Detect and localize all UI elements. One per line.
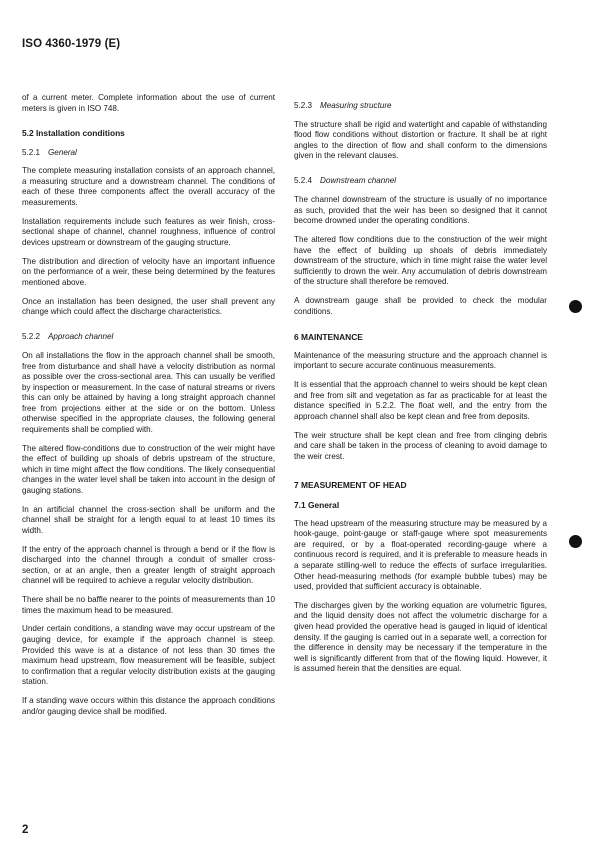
intro-paragraph: of a current meter. Complete information about the use of current meters is given in ISO 748. <box>22 93 275 113</box>
document-header: ISO 4360-1979 (E) <box>22 38 121 50</box>
paragraph: Once an installation has been designed, the user shall prevent any change which could affect the discharge characteristics. <box>22 296 275 317</box>
section-6-heading: 6 MAINTENANCE <box>294 331 363 342</box>
paragraph: A downstream gauge shall be provided to check the modular conditions. <box>294 296 547 316</box>
paragraph: If the entry of the approach channel is through a bend or if the flow is discharged into the channel through a conduit of smaller cross-section, or at an angle, then a greater length of straight approach channel will be required to achieve a regular velocity distribution. <box>22 544 275 586</box>
paragraph: The altered flow conditions due to the construction of the weir might have the effect of building up shoals of debris immediately downstream of the structure, which in time might raise the water level sufficiently to drown the weir. Any accumulation of debris downstream of the structure shall therefore be removed. <box>294 235 547 287</box>
section-7-1-heading: 7.1 General <box>294 499 340 510</box>
paragraph: The complete measuring installation consists of an approach channel, a measuring structure and a downstream channel. The conditions of each of these three components affect the overall accuracy of the measurements. <box>22 166 275 208</box>
change-marker-dot <box>569 300 582 313</box>
section-5-2-heading: 5.2 Installation conditions <box>22 128 125 139</box>
section-title: General <box>48 147 77 157</box>
paragraph: The weir structure shall be kept clean and free from clinging debris and care shall be taken in the process of cleaning to avoid damage to the weir crest. <box>294 430 547 461</box>
section-title: Approach channel <box>48 332 114 342</box>
section-number: 5.2.2 <box>22 332 41 342</box>
section-number: 5.2.4 <box>294 176 313 186</box>
paragraph: Installation requirements include such features as weir finish, cross-sectional shape of channel, channel roughness, influence of control devices upstream or downstream of the gauging structure. <box>22 216 275 247</box>
left-column <box>22 93 275 725</box>
paragraph: The discharges given by the working equation are volumetric figures, and the liquid density does not affect the volumetric discharge for a given head provided the operative head is gauged in liquid of identical density. If the gauging is carried out in a separate well, a correction for the difference in density may be necessary if the temperature in the well is significantly different from that of the flowing liquid. However, it is assumed herein that the densities are equal. <box>294 600 547 674</box>
page-number: 2 <box>22 824 29 836</box>
section-number: 5.2.3 <box>294 101 313 110</box>
section-5-2-2-heading <box>22 332 275 343</box>
section-title: Downstream channel <box>320 176 397 186</box>
section-5-2-1-heading <box>22 148 275 159</box>
paragraph: The structure shall be rigid and watertight and capable of withstanding flood flow conditions without distortion or fracture. It shall be at right angles to the direction of flow and shall conform to the dimensions given in the relevant clauses. <box>294 119 547 161</box>
section-7-heading: 7 MEASUREMENT OF HEAD <box>294 480 407 491</box>
paragraph: It is essential that the approach channel to weirs should be kept clean and free from silt and vegetation as far as practicable for at least the distance specified in 5.2.2. The float well, and the entry from the approach channel shall also be kept clean and free from deposits. <box>294 380 547 421</box>
paragraph: The channel downstream of the structure is usually of no importance as such, provided that the weir has been so designed that it cannot become drowned under the operating conditions. <box>294 195 547 226</box>
paragraph: On all installations the flow in the approach channel shall be smooth, free from disturbance and shall have a velocity distribution as normal as possible over the cross-sectional area. This can usually be verified by inspection or measurement. In the case of natural streams or rivers this can only be attained by having a long straight approach channel free from projections either at the side or on the bottom. Unless otherwise specified in the appropriate clauses, the following general requirements shall be complied with. <box>22 350 275 434</box>
paragraph: The head upstream of the measuring structure may be measured by a hook-gauge, point-gauge or staff-gauge where spot measurements are required, or by a float-operated recording-gauge where a continuous record is required, and it is preferable to measure heads in a separate stilling-well to reduce the effects of surface irregularities. Other head-measuring methods (for example bubble tubes) may be used, provided that sufficient accuracy is obtainable. <box>294 518 547 592</box>
paragraph: If a standing wave occurs within this distance the approach conditions and/or gauging device shall be modified. <box>22 696 275 716</box>
section-number: 5.2.1 <box>22 147 41 157</box>
change-marker-dot <box>569 535 582 548</box>
section-5-2-3-heading <box>294 101 547 112</box>
paragraph: Under certain conditions, a standing wave may occur upstream of the gauging device, for example if the approach channel is steep. Provided this wave is at a distance of not less than 30 times the maximum head upstream, flow measurement will be feasible, subject to confirmation that a regular velocity distribution exists at the gauging station. <box>22 624 275 687</box>
paragraph: The distribution and direction of velocity have an important influence on the performance of a weir, these being determined by the features mentioned above. <box>22 256 275 287</box>
paragraph: Maintenance of the measuring structure and the approach channel is important to secure accurate continuous measurements. <box>294 350 547 371</box>
paragraph: In an artificial channel the cross-section shall be uniform and the channel shall be straight for a length equal to at least 10 times its width. <box>22 504 275 535</box>
paragraph: There shall be no baffle nearer to the points of measurements than 10 times the maximum head to be measured. <box>22 595 275 615</box>
section-5-2-4-heading <box>294 176 547 187</box>
right-column <box>294 101 547 683</box>
section-title: Measuring structure <box>320 101 392 110</box>
paragraph: The altered flow-conditions due to construction of the weir might have the effect of building up shoals of debris upstream of the structure, which in time might affect the flow conditions. The likely consequential changes in the water level shall be taken into account in the design of gauging stations. <box>22 443 275 495</box>
